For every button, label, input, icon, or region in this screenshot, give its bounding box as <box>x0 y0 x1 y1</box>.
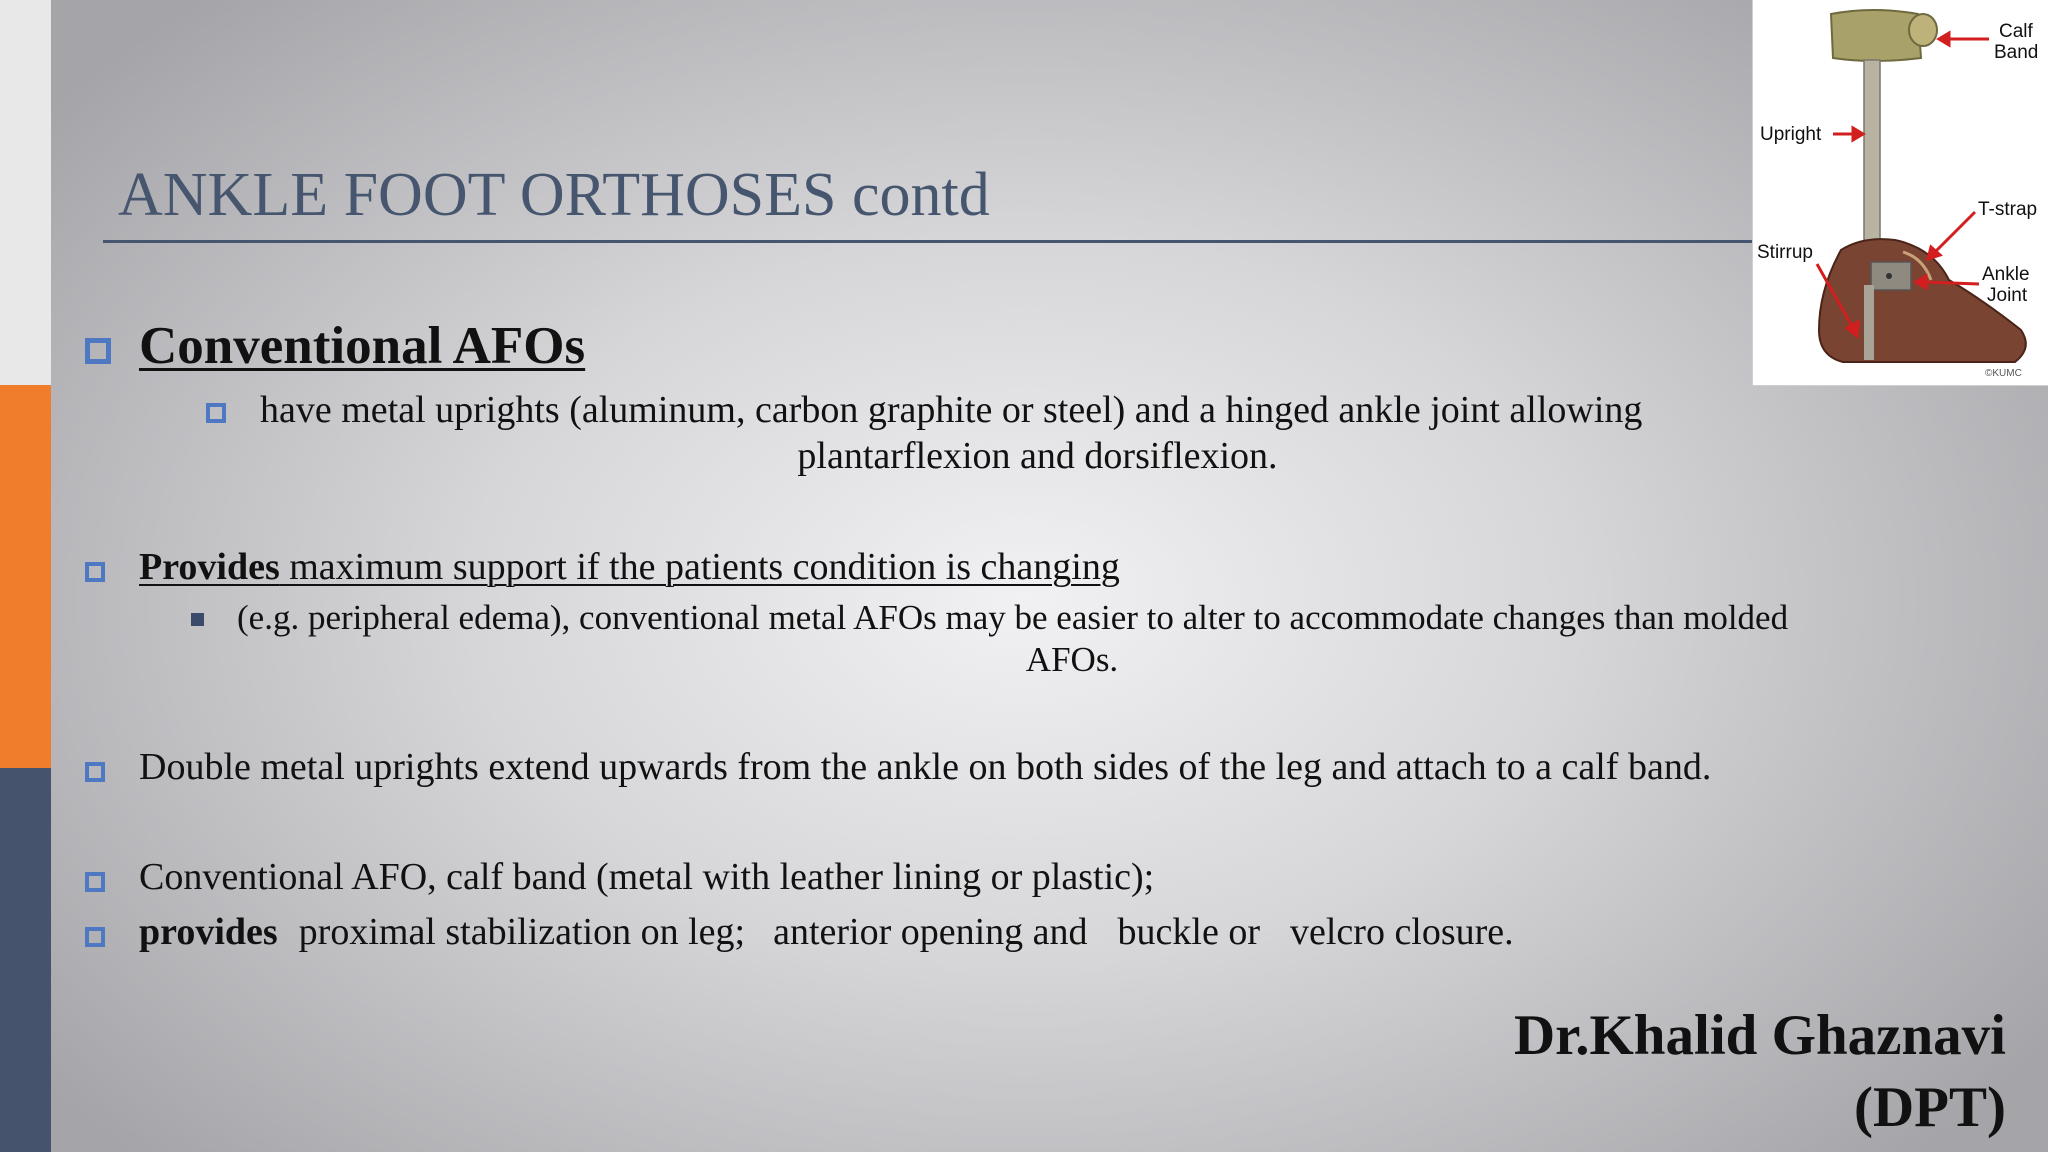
slide-title: ANKLE FOOT ORTHOSES contd <box>118 161 990 229</box>
section5-part2: anterior opening and <box>773 911 1088 953</box>
section2-rest: maximum support if the patients condition is changing <box>279 546 1120 588</box>
section2-subline2: AFOs. <box>1025 640 1119 679</box>
sidebar-orange-band <box>0 385 51 768</box>
label-upright: Upright <box>1760 124 1822 145</box>
label-stirrup: Stirrup <box>1757 242 1813 263</box>
figure-copyright: ©KUMC <box>1985 368 2022 379</box>
section1-subline2: plantarflexion and dorsiflexion. <box>797 435 1278 477</box>
section5-bold-word: provides <box>139 911 278 953</box>
label-ankle: Ankle <box>1982 264 2030 285</box>
label-t-strap: T-strap <box>1978 199 2038 220</box>
section5-part4: velcro closure. <box>1290 911 1514 953</box>
label-band: Band <box>1994 42 2039 63</box>
author-degree: (DPT) <box>1854 1076 2006 1139</box>
sidebar-navy-band <box>0 768 51 1152</box>
bullet-square-icon <box>85 762 105 782</box>
bullet-square-icon <box>206 403 226 423</box>
section5-line <box>139 910 1514 954</box>
sidebar-decoration <box>0 0 51 1152</box>
bullet-square-icon <box>85 562 105 582</box>
section2-main-line <box>139 545 1120 589</box>
section1-subline1: have metal uprights (aluminum, carbon graphite or steel) and a hinged ankle joint allowing <box>260 389 1643 431</box>
author-credit <box>1514 1000 2006 1144</box>
label-joint: Joint <box>1987 285 2028 306</box>
section2-subline1: (e.g. peripheral edema), conventional metal AFOs may be easier to alter to accommodate changes than molded <box>237 598 1789 637</box>
author-name: Dr.Khalid Ghaznavi <box>1513 1004 2006 1067</box>
bullet-square-icon <box>85 872 105 892</box>
section5-part3: buckle or <box>1117 911 1260 953</box>
heading-conventional-afos: Conventional AFOs <box>139 317 586 375</box>
afo-labeled-figure <box>1752 0 2048 386</box>
bullet-square-icon <box>85 927 105 947</box>
sidebar-light-band <box>0 0 51 385</box>
bullet-filled-square-icon <box>191 613 204 626</box>
bullet-square-icon <box>85 338 111 364</box>
title-underline-rule <box>103 240 1753 243</box>
section2-bold-word: Provides <box>139 546 280 588</box>
section3-text: Double metal uprights extend upwards from the ankle on both sides of the leg and attach to a calf band. <box>139 746 1712 788</box>
section5-part1: proximal stabilization on leg; <box>298 911 746 953</box>
section4-text: Conventional AFO, calf band (metal with leather lining or plastic); <box>139 856 1155 898</box>
label-calf: Calf <box>1999 21 2033 42</box>
